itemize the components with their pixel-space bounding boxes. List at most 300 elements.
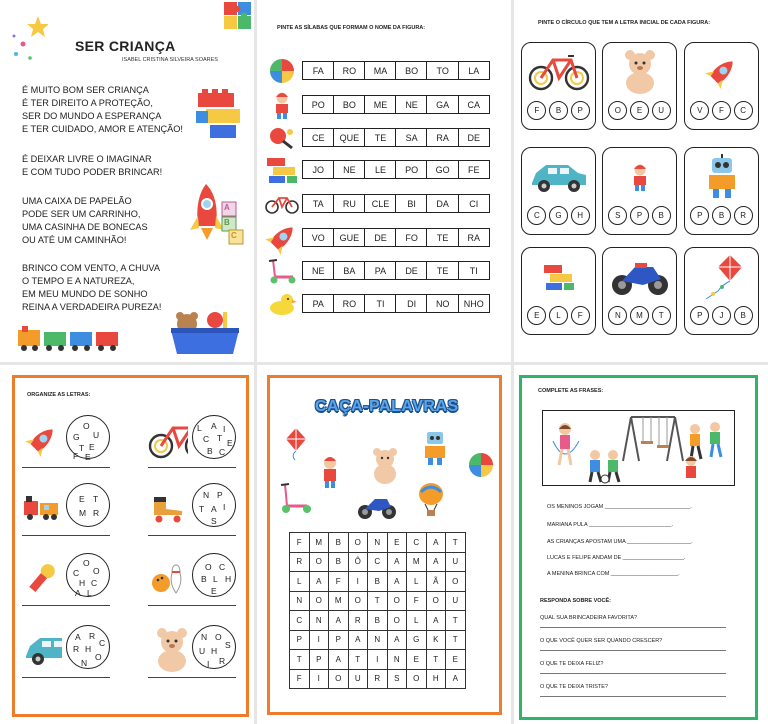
letter-circle[interactable]: P — [571, 101, 590, 120]
grid-cell[interactable]: G — [407, 630, 427, 650]
grid-cell[interactable]: P — [309, 650, 329, 670]
card-picture — [603, 154, 676, 204]
poem-line: E COM TUDO PODER BRINCAR! — [22, 167, 163, 177]
instruction: PINTE O CÍRCULO QUE TEM A LETRA INICIAL DE CADA FIGURA: — [538, 20, 711, 26]
scramble-letter: C — [219, 562, 226, 572]
card-picture — [603, 49, 676, 99]
grid-cell[interactable]: P — [290, 630, 310, 650]
answer-line[interactable] — [148, 467, 236, 468]
playground-illustration — [543, 411, 733, 484]
letter-circle[interactable]: M — [630, 306, 649, 325]
kite-icon — [700, 253, 744, 306]
syllable-cell[interactable]: FE — [458, 160, 491, 179]
syllable-cell[interactable]: ME — [364, 95, 397, 114]
grid-row — [290, 591, 466, 611]
syllable-cell[interactable]: FA — [302, 61, 335, 80]
scramble-letter: A — [75, 632, 81, 642]
grid-cell[interactable]: O — [387, 611, 407, 631]
car-icon — [22, 633, 62, 667]
question-text: O QUE VOCÊ QUER SER QUANDO CRESCER? — [540, 638, 663, 644]
grid-cell[interactable]: O — [348, 591, 368, 611]
teddy-bear-icon — [367, 447, 403, 485]
grid-cell[interactable]: B — [329, 533, 349, 553]
syllable-cell[interactable]: BA — [333, 261, 366, 280]
scramble-letter: C — [73, 568, 80, 578]
racket-icon — [265, 126, 299, 150]
scramble-letter: L — [213, 574, 218, 584]
syllable-cell[interactable]: PA — [364, 261, 397, 280]
grid-row — [290, 611, 466, 631]
answer-line[interactable] — [540, 696, 726, 697]
letter-circle[interactable]: F — [571, 306, 590, 325]
grid-cell[interactable]: K — [426, 630, 446, 650]
card-picture — [685, 254, 758, 304]
grid-cell[interactable]: R — [348, 611, 368, 631]
duck-icon — [265, 292, 299, 316]
letter-circle[interactable]: B — [549, 101, 568, 120]
scooter-icon — [277, 482, 313, 514]
grid-cell[interactable]: N — [290, 591, 310, 611]
answer-line[interactable] — [148, 535, 236, 536]
poem-author: ISABEL CRISTINA SILVEIRA SOARES — [122, 57, 218, 63]
scramble-letter: O — [215, 632, 222, 642]
grid-cell[interactable]: U — [446, 591, 466, 611]
answer-line[interactable] — [540, 627, 726, 628]
syllable-cell[interactable]: CLE — [364, 194, 397, 213]
syllable-cell[interactable]: PO — [395, 160, 428, 179]
grid-cell[interactable]: T — [446, 611, 466, 631]
answer-line[interactable] — [22, 535, 110, 536]
syllable-cell[interactable]: TE — [364, 128, 397, 147]
sentence-line[interactable]: MARIANA PULA ___________________________. — [547, 522, 673, 528]
letter-circle[interactable]: B — [712, 206, 731, 225]
scramble-letter: U — [93, 430, 100, 440]
instruction: PINTE AS SÍLABAS QUE FORMAM O NOME DA FIGURA: — [277, 25, 426, 31]
bowling-icon — [148, 561, 188, 595]
train-icon — [22, 491, 62, 525]
letter-circle[interactable]: E — [527, 306, 546, 325]
poem-stanza — [22, 84, 183, 136]
card-picture — [522, 49, 595, 99]
poem-line: É DEIXAR LIVRE O IMAGINAR — [22, 154, 152, 164]
word-search-grid — [289, 532, 466, 689]
grid-cell[interactable]: R — [368, 669, 388, 689]
word-search-page — [257, 365, 511, 724]
grid-cell[interactable]: A — [348, 630, 368, 650]
scramble-letter: E — [79, 494, 85, 504]
card-picture — [522, 254, 595, 304]
grid-cell[interactable]: Ô — [348, 552, 368, 572]
scramble-letter: E — [211, 586, 217, 596]
letter-circle[interactable]: E — [630, 101, 649, 120]
syllable-cell[interactable]: LE — [364, 160, 397, 179]
poem-line: OU ATÉ UM CAMINHÃO! — [22, 235, 127, 245]
letter-circle[interactable]: B — [734, 306, 753, 325]
syllable-cell[interactable]: PA — [302, 294, 335, 313]
grid-cell[interactable]: A — [426, 533, 446, 553]
syllable-cell[interactable]: GA — [426, 95, 459, 114]
scramble-letter: L — [87, 588, 92, 598]
scrambled-letters — [66, 483, 110, 527]
syllable-cell[interactable]: NE — [302, 261, 335, 280]
grid-cell[interactable]: B — [368, 611, 388, 631]
grid-cell[interactable]: S — [387, 669, 407, 689]
question-text: QUAL SUA BRINCADEIRA FAVORITA? — [540, 615, 638, 621]
microphone-icon — [22, 561, 62, 595]
letter-circle[interactable]: P — [690, 306, 709, 325]
letter-card — [521, 247, 596, 335]
letter-options — [689, 101, 754, 120]
syllable-cell[interactable]: NE — [395, 95, 428, 114]
motorcycle-icon — [609, 257, 671, 302]
letter-circle[interactable]: H — [571, 206, 590, 225]
scrambled-letters — [66, 553, 110, 597]
grid-cell[interactable]: F — [290, 669, 310, 689]
grid-cell[interactable]: B — [368, 572, 388, 592]
scramble-letter: H — [85, 644, 92, 654]
scramble-letter: O — [83, 421, 90, 431]
scramble-letter: A — [211, 504, 217, 514]
scramble-letter: U — [199, 646, 206, 656]
letter-card — [521, 42, 596, 130]
syllable-cell[interactable]: PO — [302, 95, 335, 114]
grid-cell[interactable]: U — [446, 552, 466, 572]
answer-line[interactable] — [148, 677, 236, 678]
grid-cell[interactable]: Ã — [426, 572, 446, 592]
letter-options — [526, 101, 591, 120]
syllable-row — [302, 61, 490, 80]
answer-line[interactable] — [22, 677, 110, 678]
syllable-cell[interactable]: TE — [426, 261, 459, 280]
letter-circle[interactable]: N — [608, 306, 627, 325]
grid-cell[interactable]: O — [446, 572, 466, 592]
respond-heading: RESPONDA SOBRE VOCÊ: — [540, 598, 612, 604]
letter-options — [526, 206, 591, 225]
puzzle-icon — [222, 0, 254, 36]
scramble-letter: T — [79, 443, 85, 453]
grid-cell[interactable]: L — [407, 611, 427, 631]
syllable-cell[interactable]: NE — [333, 160, 366, 179]
grid-cell[interactable]: I — [368, 650, 388, 670]
poem-line: O TEMPO E A NATUREZA, — [22, 276, 135, 286]
card-picture — [522, 154, 595, 204]
grid-cell[interactable]: A — [387, 572, 407, 592]
answer-line[interactable] — [22, 467, 110, 468]
letter-circle[interactable]: G — [549, 206, 568, 225]
scramble-letter: A — [75, 588, 81, 598]
grid-cell[interactable]: T — [446, 533, 466, 553]
letter-circle[interactable]: T — [652, 306, 671, 325]
grid-cell[interactable]: M — [407, 552, 427, 572]
scramble-letter: G — [73, 432, 80, 442]
syllable-cell[interactable]: DI — [395, 294, 428, 313]
train-icon — [16, 324, 122, 354]
syllable-cell[interactable]: TO — [426, 61, 459, 80]
syllable-cell[interactable]: TI — [458, 261, 491, 280]
scramble-letter: E — [85, 452, 91, 462]
scramble-letter: O — [83, 558, 90, 568]
syllable-cell[interactable]: DE — [364, 228, 397, 247]
syllable-cell[interactable]: DA — [426, 194, 459, 213]
poem-line: PODE SER UM CARRINHO, — [22, 209, 141, 219]
grid-cell[interactable]: O — [309, 552, 329, 572]
grid-cell[interactable]: I — [309, 630, 329, 650]
scramble-letter: B — [207, 446, 213, 456]
letter-circle[interactable]: J — [712, 306, 731, 325]
letter-circle[interactable]: S — [608, 206, 627, 225]
scramble-letter: M — [79, 508, 87, 518]
grid-cell[interactable]: A — [329, 650, 349, 670]
syllable-cell[interactable]: RA — [458, 228, 491, 247]
block-letter-a: A — [224, 203, 230, 212]
grid-cell[interactable]: U — [348, 669, 368, 689]
answer-line[interactable] — [540, 673, 726, 674]
letter-circle[interactable]: R — [734, 206, 753, 225]
poem-stanza — [22, 195, 148, 247]
syllable-cell[interactable]: CE — [302, 128, 335, 147]
question-text: O QUE TE DEIXA FELIZ? — [540, 661, 604, 667]
grid-cell[interactable]: E — [407, 650, 427, 670]
bicycle-icon — [528, 52, 590, 97]
scramble-letter: H — [225, 574, 232, 584]
letter-options — [689, 306, 754, 325]
grid-cell[interactable]: F — [329, 572, 349, 592]
syllable-cell[interactable]: NHO — [458, 294, 491, 313]
grid-cell[interactable]: H — [426, 669, 446, 689]
grid-cell[interactable]: A — [446, 669, 466, 689]
syllable-cell[interactable]: LA — [458, 61, 491, 80]
grid-cell[interactable]: B — [329, 552, 349, 572]
syllable-cell[interactable]: CA — [458, 95, 491, 114]
syllable-cell[interactable]: RO — [333, 294, 366, 313]
syllables-page — [257, 0, 511, 362]
scramble-letter: O — [93, 566, 100, 576]
answer-line[interactable] — [148, 605, 236, 606]
scramble-letter: N — [203, 490, 210, 500]
grid-cell[interactable]: I — [348, 572, 368, 592]
grid-cell[interactable]: M — [329, 591, 349, 611]
syllable-row — [302, 261, 490, 280]
syllable-cell[interactable]: TE — [426, 228, 459, 247]
letter-circle[interactable]: V — [690, 101, 709, 120]
letter-circle[interactable]: F — [712, 101, 731, 120]
doll-icon — [315, 455, 345, 489]
grid-cell[interactable]: T — [426, 650, 446, 670]
syllable-cell[interactable]: SA — [395, 128, 428, 147]
scramble-letter: N — [201, 632, 208, 642]
letter-options — [689, 206, 754, 225]
grid-row — [290, 552, 466, 572]
grid-cell[interactable]: T — [446, 630, 466, 650]
poem-stanza — [22, 153, 162, 179]
syllable-cell[interactable]: GO — [426, 160, 459, 179]
grid-cell[interactable]: O — [407, 669, 427, 689]
syllable-cell[interactable]: RO — [333, 61, 366, 80]
scramble-letter: H — [211, 646, 218, 656]
grid-cell[interactable]: L — [407, 572, 427, 592]
letter-circle[interactable]: C — [734, 101, 753, 120]
scrambled-letters — [192, 625, 236, 669]
grid-cell[interactable]: O — [387, 591, 407, 611]
bike-icon — [265, 192, 299, 216]
poem-title: SER CRIANÇA — [75, 38, 176, 54]
grid-cell[interactable]: O — [426, 591, 446, 611]
syllable-cell[interactable]: CI — [458, 194, 491, 213]
grid-cell[interactable]: N — [368, 533, 388, 553]
grid-cell[interactable]: E — [446, 650, 466, 670]
letter-options — [607, 101, 672, 120]
scramble-letter: R — [89, 631, 96, 641]
scramble-letter: I — [207, 659, 210, 669]
rocket-icon — [705, 55, 739, 94]
syllable-cell[interactable]: RU — [333, 194, 366, 213]
kite-icon — [285, 427, 307, 461]
grid-cell[interactable]: O — [309, 591, 329, 611]
grid-cell[interactable]: A — [329, 611, 349, 631]
instruction: ORGANIZE AS LETRAS: — [27, 392, 91, 398]
blocks-icon — [265, 158, 299, 182]
grid-cell[interactable]: N — [368, 630, 388, 650]
letter-circle[interactable]: F — [527, 101, 546, 120]
letter-circle[interactable]: L — [549, 306, 568, 325]
letter-card — [684, 247, 759, 335]
letter-circle[interactable]: B — [652, 206, 671, 225]
poem-line: É TER DIREITO A PROTEÇÃO, — [22, 98, 153, 108]
letter-circle[interactable]: P — [690, 206, 709, 225]
letter-options — [607, 206, 672, 225]
card-picture — [603, 254, 676, 304]
grid-cell[interactable]: A — [309, 572, 329, 592]
grid-cell[interactable]: F — [290, 533, 310, 553]
initial-letter-page — [514, 0, 768, 362]
syllable-cell[interactable]: VO — [302, 228, 335, 247]
grid-row — [290, 669, 466, 689]
scramble-letter: C — [99, 638, 106, 648]
scramble-letter: E — [89, 442, 95, 452]
syllable-cell[interactable]: MA — [364, 61, 397, 80]
bicycle-icon — [148, 423, 188, 457]
letter-circle[interactable]: P — [630, 206, 649, 225]
scramble-letter: T — [199, 504, 205, 514]
syllable-cell[interactable]: BI — [395, 194, 428, 213]
teddy-bear-icon — [616, 49, 664, 100]
grid-cell[interactable]: A — [387, 630, 407, 650]
scramble-letter: R — [219, 656, 226, 666]
card-picture — [685, 49, 758, 99]
syllable-row — [302, 95, 490, 114]
letter-circle[interactable]: U — [652, 101, 671, 120]
grid-row — [290, 533, 466, 553]
motorcycle-icon — [357, 491, 397, 521]
sentence-line[interactable]: OS MENINOS JOGAM ____________________________. — [547, 504, 692, 510]
grid-cell[interactable]: C — [407, 533, 427, 553]
letter-circle[interactable]: C — [527, 206, 546, 225]
scramble-letter: R — [93, 508, 100, 518]
block-letter-b: B — [224, 218, 230, 227]
grid-cell[interactable]: N — [309, 611, 329, 631]
letter-options — [607, 306, 672, 325]
syllable-row — [302, 194, 490, 213]
syllable-cell[interactable]: NO — [426, 294, 459, 313]
scramble-letter: C — [219, 447, 226, 457]
sentence-line[interactable]: AS CRIANÇAS APOSTAM UMA _____________________. — [547, 539, 693, 545]
poem-line: SER DO MUNDO A ESPERANÇA — [22, 111, 162, 121]
grid-cell[interactable]: E — [387, 533, 407, 553]
grid-cell[interactable]: P — [329, 630, 349, 650]
grid-cell[interactable]: A — [426, 611, 446, 631]
syllable-cell[interactable]: RA — [426, 128, 459, 147]
doll-icon — [265, 93, 299, 117]
answer-line[interactable] — [540, 650, 726, 651]
grid-cell[interactable]: T — [368, 591, 388, 611]
sentence-line[interactable]: LUCAS E FELIPE ANDAM DE ____________________. — [547, 555, 686, 561]
scramble-letter: R — [73, 644, 80, 654]
scramble-letter: S — [225, 640, 231, 650]
syllable-cell[interactable]: TA — [302, 194, 335, 213]
grid-row — [290, 630, 466, 650]
scramble-letter: I — [223, 502, 226, 512]
scrambled-letters — [192, 415, 236, 459]
blocks-icon — [196, 83, 244, 141]
grid-cell[interactable]: C — [290, 611, 310, 631]
sentence-line[interactable]: A MENINA BRINCA COM ______________________. — [547, 571, 680, 577]
grid-cell[interactable]: L — [290, 572, 310, 592]
syllable-row — [302, 228, 490, 247]
poem-line: BRINCO COM VENTO, A CHUVA — [22, 263, 161, 273]
grid-cell[interactable]: F — [407, 591, 427, 611]
grid-cell[interactable]: I — [309, 669, 329, 689]
blocks-icon — [542, 263, 576, 296]
grid-cell[interactable]: T — [348, 650, 368, 670]
syllable-cell[interactable]: FO — [395, 228, 428, 247]
scrambled-letters — [66, 415, 110, 462]
scramble-letter: P — [217, 490, 223, 500]
scramble-letter: O — [95, 652, 102, 662]
grid-cell[interactable]: N — [387, 650, 407, 670]
syllable-cell[interactable]: JO — [302, 160, 335, 179]
syllable-cell[interactable]: DE — [395, 261, 428, 280]
scramble-letter: O — [205, 562, 212, 572]
letter-card — [602, 42, 677, 130]
syllable-cell[interactable]: GUE — [333, 228, 366, 247]
grid-cell[interactable]: A — [387, 552, 407, 572]
grid-cell[interactable]: O — [348, 533, 368, 553]
scramble-letter: B — [201, 574, 207, 584]
syllable-cell[interactable]: QUE — [333, 128, 366, 147]
syllable-cell[interactable]: DE — [458, 128, 491, 147]
grid-cell[interactable]: O — [329, 669, 349, 689]
answer-line[interactable] — [22, 605, 110, 606]
scooter-icon — [265, 259, 299, 283]
grid-cell[interactable]: M — [309, 533, 329, 553]
rocket-icon — [265, 226, 299, 250]
syllable-cell[interactable]: BO — [333, 95, 366, 114]
letter-circle[interactable]: O — [608, 101, 627, 120]
syllable-cell[interactable]: BO — [395, 61, 428, 80]
poem-page — [0, 0, 254, 362]
grid-cell[interactable]: C — [368, 552, 388, 572]
balloon-icon — [417, 482, 445, 518]
grid-cell[interactable]: A — [426, 552, 446, 572]
grid-cell[interactable]: T — [290, 650, 310, 670]
grid-cell[interactable]: R — [290, 552, 310, 572]
scramble-letter: I — [223, 424, 226, 434]
syllable-cell[interactable]: TI — [364, 294, 397, 313]
block-letter-c: C — [231, 231, 237, 240]
scramble-letter: H — [79, 578, 86, 588]
scrambled-letters — [66, 625, 110, 669]
letter-card — [602, 147, 677, 235]
